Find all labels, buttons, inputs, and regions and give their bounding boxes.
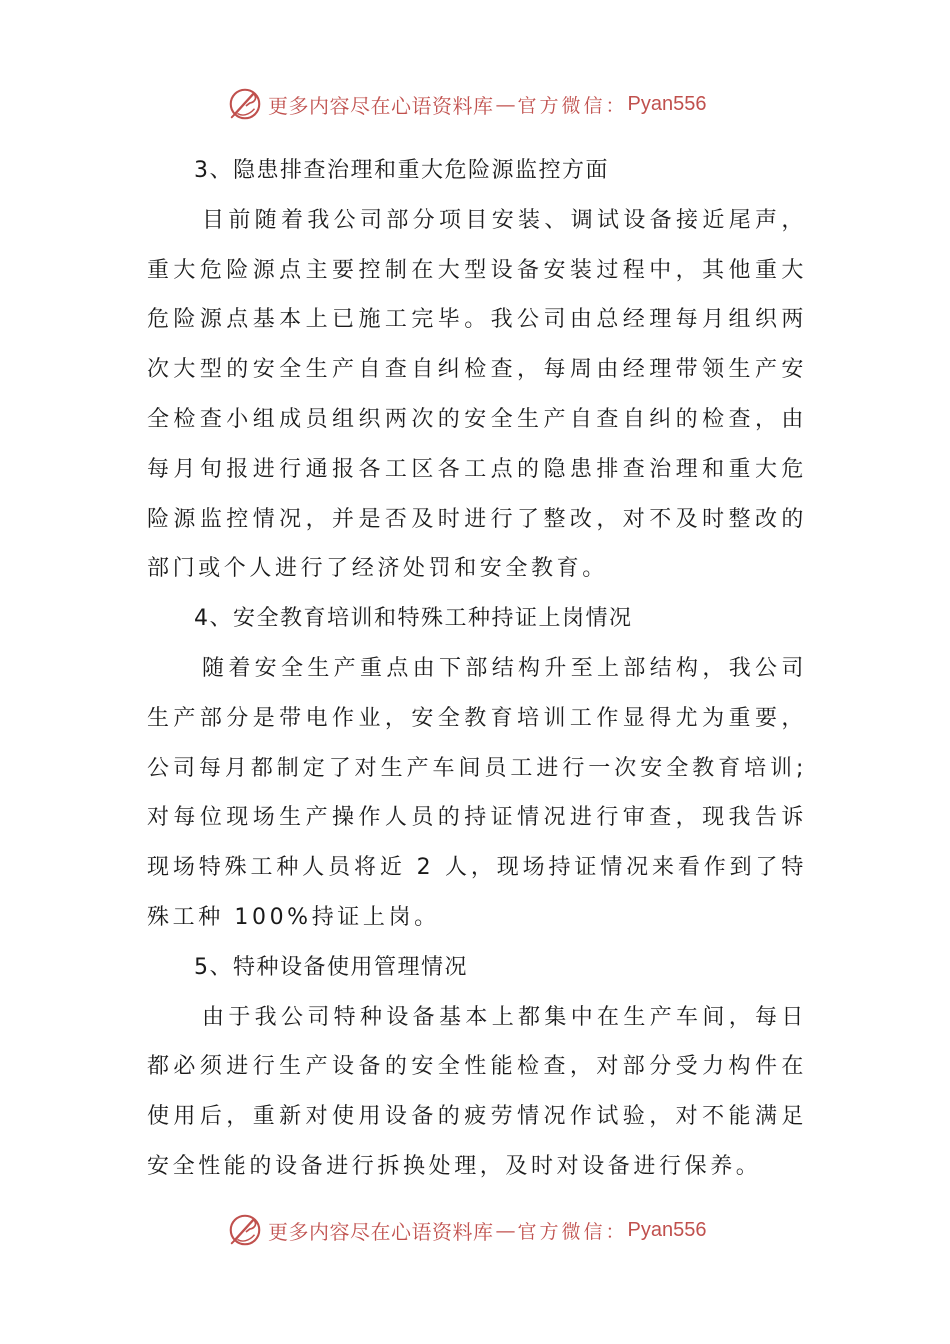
banner-text: 更多内容尽在心语资料库 bbox=[268, 93, 494, 118]
document-body bbox=[147, 146, 807, 1192]
section-heading-5: 5、特种设备使用管理情况 bbox=[194, 954, 468, 980]
section-paragraph-4: 随着安全生产重点由下部结构升至上部结构，我公司生产部分是带电作业，安全教育培训工作显得尤为重要，公司每月都制定了对生产车间员工进行一次安全教育培训;对每位现场生产操作人员的持证情况进行审查，现我告诉现场特殊工种人员将近 2 人，现场持证情况来看作到了特殊工种 100%持证上岗。 bbox=[147, 655, 807, 930]
banner-wechat-label: 官方微信： bbox=[517, 1220, 628, 1243]
banner-separator: — bbox=[495, 92, 516, 116]
quill-logo-icon bbox=[226, 85, 264, 123]
footer-banner bbox=[226, 1210, 706, 1250]
banner-wechat-id: Pyan556 bbox=[627, 92, 707, 115]
section-heading-4: 4、安全教育培训和特殊工种持证上岗情况 bbox=[194, 606, 633, 632]
banner-text: 更多内容尽在心语资料库 bbox=[268, 1219, 494, 1244]
section-paragraph-3: 目前随着我公司部分项目安装、调试设备接近尾声，重大危险源点主要控制在大型设备安装过程中，其他重大危险源点基本上已施工完毕。我公司由总经理每月组织两次大型的安全生产自查自纠检查，每周由经理带领生产安全检查小组成员组织两次的安全生产自查自纠的检查，由每月旬报进行通报各工区各工点的隐患排查治理和重大危险源监控情况，并是否及时进行了整改，对不及时整改的部门或个人进行了经济处罚和安全教育。 bbox=[147, 207, 807, 582]
header-banner bbox=[226, 84, 706, 124]
banner-wechat-label: 官方微信： bbox=[517, 94, 628, 117]
section-paragraph-5: 由于我公司特种设备基本上都集中在生产车间，每日都必须进行生产设备的安全性能检查，对部分受力构件在使用后，重新对使用设备的疲劳情况作试验，对不能满足安全性能的设备进行拆换处理，及时对设备进行保养。 bbox=[147, 1004, 807, 1179]
section-heading-3: 3、隐患排查治理和重大危险源监控方面 bbox=[194, 158, 609, 183]
quill-logo-icon bbox=[226, 1211, 264, 1249]
banner-wechat-id: Pyan556 bbox=[627, 1218, 707, 1241]
banner-separator: — bbox=[495, 1218, 516, 1242]
